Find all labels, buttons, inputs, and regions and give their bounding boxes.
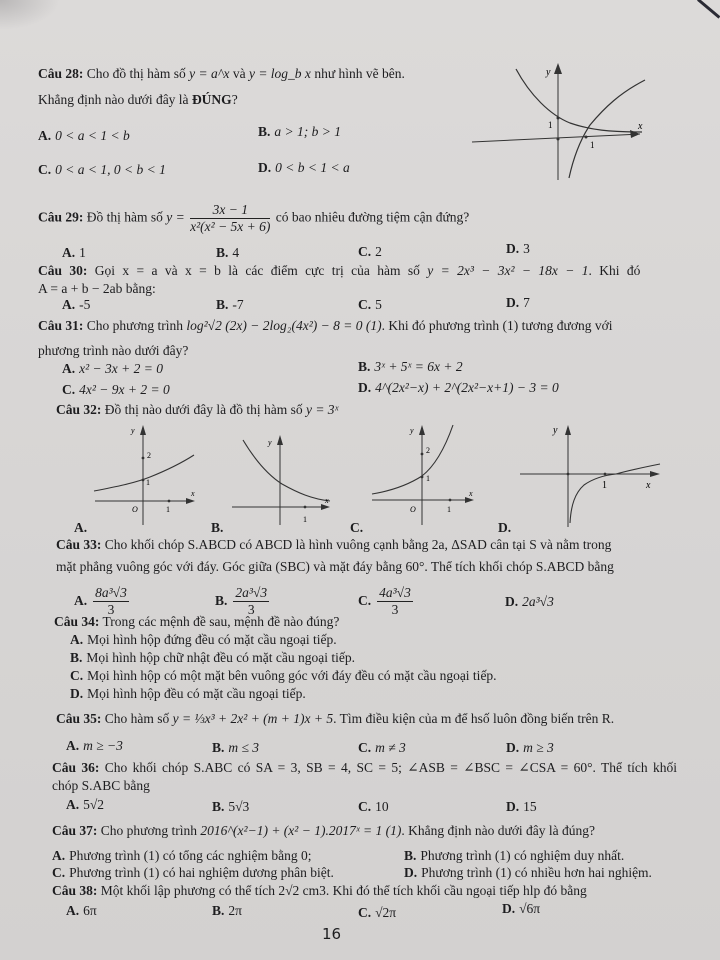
q30-text-2: . Khi đó — [588, 263, 641, 278]
denominator: 3 — [247, 602, 255, 617]
q31-line2: phương trình nào dưới đây? — [38, 343, 189, 358]
question-label: Câu 32: — [56, 402, 102, 417]
option-text: 0 < a < 1 < b — [55, 128, 130, 143]
q28-emphasis: ĐÚNG — [191, 92, 232, 107]
numerator: 3x − 1 — [190, 202, 270, 219]
q29-option-d: D. 3 — [506, 241, 530, 256]
y-label: y — [268, 438, 272, 447]
q36-option-b: B. 5√3 — [212, 799, 250, 814]
q31-option-a: A. x² − 3x + 2 = 0 — [62, 361, 163, 376]
q35-text: Cho hàm số — [104, 711, 170, 726]
q34-option-b: B. Mọi hình hộp chữ nhật đều có mặt cầu ngoại tiếp. — [70, 650, 356, 665]
q33-line1 — [56, 537, 611, 553]
q36-option-a: A. 5√2 — [66, 797, 105, 812]
q34-option-d: D. Mọi hình hộp đều có mặt cầu ngoại tiếp. — [70, 686, 306, 701]
question-label: Câu 38: — [52, 883, 98, 898]
q30-option-d: D. 7 — [506, 295, 530, 310]
q35-function: y = ⅓x³ + 2x² + (m + 1)x + 5 — [172, 711, 334, 726]
q28-option-a: A. 0 < a < 1 < b — [38, 128, 130, 143]
q28-and: và — [232, 66, 246, 81]
q30-option-c: C. 5 — [358, 297, 382, 312]
y-label: y — [131, 426, 135, 435]
option-text: x² − 3x + 2 = 0 — [79, 361, 163, 376]
q30-option-b: B. -7 — [216, 297, 244, 312]
question-label: Câu 28: — [38, 66, 84, 81]
q29-text-2: có bao nhiêu đường tiệm cận đứng? — [275, 209, 470, 225]
option-text: 0 < b < 1 < a — [275, 160, 350, 175]
option-text: 4 — [232, 245, 240, 260]
q37-text-2: . Khẳng định nào dưới đây là đúng? — [401, 823, 596, 838]
q30-text: Gọi x = a và x = b là các điểm cực trị của hàm số — [94, 263, 420, 278]
q37-option-c: C. Phương trình (1) có hai nghiệm dương phân biệt. — [52, 865, 334, 880]
q38-option-c: C. √2π — [358, 905, 397, 920]
option-text: -5 — [79, 297, 91, 312]
q29-stem: Câu 29: Đồ thị hàm số y = $\frac{3x - 1}{\text{x²(x² − 5x + 6)}}$ có bao nhiêu đường tiệm cận đứng? — [38, 202, 470, 234]
q37-option-a: A. Phương trình (1) có tổng các nghiệm bằng 0; — [52, 848, 312, 863]
option-text: 0 < a < 1, 0 < b < 1 — [55, 162, 166, 177]
q30-stem — [38, 263, 640, 279]
q35-option-b: B. m ≤ 3 — [212, 740, 260, 755]
x-tick-label: 1 — [590, 140, 595, 150]
q38-stem — [52, 883, 587, 899]
option-text: m ≥ −3 — [83, 738, 123, 753]
q33-option-b: B. $\frac{\text{2a³√3}}{3}$ — [215, 585, 268, 617]
question-label: Câu 31: — [38, 318, 84, 333]
x-label: x — [191, 489, 195, 498]
q34-text: Trong các mệnh đề sau, mệnh đề nào đúng? — [102, 614, 340, 629]
q28-stem — [38, 66, 405, 82]
x-tick-label: 1 — [303, 515, 307, 524]
option-text: Mọi hình hộp có một mặt bên vuông góc với đáy đều có mặt cầu ngoại tiếp. — [87, 668, 497, 683]
q31-stem — [38, 318, 612, 334]
option-text: m ≠ 3 — [375, 740, 406, 755]
graph-c — [372, 425, 474, 525]
option-text: 4^(2x²−x) + 2^(2x²−x+1) − 3 = 0 — [375, 380, 559, 395]
denominator: x²(x² − 5x + 6) — [190, 219, 271, 234]
option-text: Phương trình (1) có hai nghiệm dương phân biệt. — [69, 865, 334, 880]
numerator: 8a³√3 — [95, 585, 127, 600]
q35-option-d: D. m ≥ 3 — [506, 740, 554, 755]
x-tick-label: 1 — [602, 480, 607, 491]
question-label: Câu 37: — [52, 823, 98, 838]
option-text: Mọi hình hộp đều có mặt cầu ngoại tiếp. — [87, 686, 306, 701]
q31-option-c: C. 4x² − 9x + 2 = 0 — [62, 382, 170, 397]
q29-fraction — [190, 202, 270, 235]
option-text: 4x² − 9x + 2 = 0 — [79, 382, 170, 397]
q37-equation: 2016^(x²−1) + (x² − 1).2017ˣ = 1 (1) — [200, 823, 402, 838]
q29-option-b: B. 4 — [216, 245, 240, 260]
option-text: a > 1; b > 1 — [274, 124, 341, 139]
q31-option-d: D. 4^(2x²−x) + 2^(2x²−x+1) − 3 = 0 — [358, 380, 559, 395]
option-text: 2 — [375, 244, 382, 259]
q36-line1 — [52, 760, 677, 776]
q31-equation: log²√2 (2x) − 2log₂(4x²) − 8 = 0 (1) — [186, 318, 382, 333]
q38-option-b: B. 2π — [212, 903, 242, 918]
q29-text: Đồ thị hàm số — [86, 209, 163, 225]
q37-option-b: B. Phương trình (1) có nghiệm duy nhất. — [404, 848, 625, 863]
q34-option-c: C. Mọi hình hộp có một mặt bên vuông góc với đáy đều có mặt cầu ngoại tiếp. — [70, 668, 497, 683]
numerator: 2a³√3 — [235, 585, 268, 600]
origin-label: O — [410, 505, 416, 514]
origin-label: O — [132, 505, 138, 514]
q32-option-d: D. — [498, 520, 512, 535]
q30-option-a: A. -5 — [62, 297, 91, 312]
q33-line2: mặt phẳng vuông góc với đáy. Góc giữa (SBC) và mặt đáy bằng 60°. Thể tích khối chóp S.ABCD bằng — [56, 559, 614, 574]
option-text: -7 — [232, 297, 244, 312]
option-text: √6π — [519, 901, 541, 916]
q28-qmark: ? — [231, 92, 238, 107]
y-tick-label: 2 — [147, 451, 151, 460]
q35-text-2: . Tìm điều kiện của m để hsố luôn đồng biến trên R. — [333, 711, 615, 726]
option-text: 6π — [83, 903, 97, 918]
y-tick-label: 1 — [548, 120, 553, 130]
q28-line2 — [38, 92, 238, 108]
q38-text: Một khối lập phương có thể tích 2√2 cm3. Khi đó thể tích khối cầu ngoại tiếp hlp đó bằng — [100, 883, 587, 898]
x-axis-label: x — [638, 121, 643, 132]
q28-option-b: B. a > 1; b > 1 — [258, 124, 341, 139]
y-label: y — [553, 425, 558, 436]
question-label: Câu 34: — [54, 614, 100, 629]
q28-graph — [470, 55, 710, 195]
q36-option-c: C. 10 — [358, 799, 389, 814]
option-text: 5√2 — [83, 797, 105, 812]
q28-option-c: C. 0 < a < 1, 0 < b < 1 — [38, 162, 166, 177]
q28-line2-text: Khẳng định nào dưới đây là — [38, 92, 189, 107]
option-text: 10 — [375, 799, 389, 814]
y-axis-label: y — [546, 67, 551, 78]
x-label: x — [469, 489, 473, 498]
q28-text-2: như hình vẽ bên. — [314, 66, 405, 81]
q34-stem — [54, 614, 339, 630]
q38-option-a: A. 6π — [66, 903, 97, 918]
y-tick-label: 2 — [426, 446, 430, 455]
q37-option-d: D. Phương trình (1) có nhiều hơn hai nghiệm. — [404, 865, 652, 880]
q33-option-a: A. $\frac{\text{8a³√3}}{3}$ — [74, 585, 127, 617]
question-label: Câu 29: — [38, 209, 84, 225]
denominator: 3 — [107, 602, 115, 617]
x-tick-label: 1 — [166, 505, 170, 514]
option-text: 2π — [228, 903, 242, 918]
x-label: x — [646, 480, 651, 491]
x-tick-label: 1 — [447, 505, 451, 514]
q31-text: Cho phương trình — [86, 318, 183, 333]
q34-option-a: A. Mọi hình hộp đứng đều có mặt cầu ngoại tiếp. — [70, 632, 337, 647]
page-number: 16 — [322, 925, 342, 943]
graph-b — [232, 435, 330, 525]
question-label: Câu 33: — [56, 537, 102, 552]
numerator: 4a³√3 — [379, 585, 411, 600]
q37-text: Cho phương trình — [100, 823, 197, 838]
option-text: √2π — [375, 905, 397, 920]
q28-function-1: y = a^x — [189, 66, 230, 81]
q32-option-a: A. — [74, 520, 88, 535]
q33-option-d: D. 2a³√3 — [505, 594, 554, 609]
q36-text: Cho khối chóp S.ABC có SA = 3, SB = 4, SC = 5; ∠ASB = ∠BSC = ∠CSA = 60°. Thể tích khối — [104, 760, 677, 775]
q33-option-c: C. $\frac{\text{4a³√3}}{3}$ — [358, 585, 411, 617]
q28-text: Cho đồ thị hàm số — [86, 66, 186, 81]
option-text: 5 — [375, 297, 382, 312]
graph-d — [520, 425, 660, 527]
q31-option-b: B. 3ˣ + 5ˣ = 6x + 2 — [358, 359, 463, 374]
y-tick-label: 1 — [426, 474, 430, 483]
option-text: 5√3 — [228, 799, 250, 814]
q30-function: y = 2x³ − 3x² − 18x − 1 — [427, 263, 589, 278]
option-text: Mọi hình hộp chữ nhật đều có mặt cầu ngoại tiếp. — [86, 650, 356, 665]
q32-function: y = 3ˣ — [305, 402, 339, 417]
option-text: 3 — [523, 241, 530, 256]
q36-line2: chóp S.ABC bằng — [52, 778, 150, 793]
y-label: y — [410, 426, 414, 435]
option-text: 7 — [523, 295, 530, 310]
q28-option-d: D. 0 < b < 1 < a — [258, 160, 350, 175]
x-label: x — [325, 496, 329, 505]
q32-text: Đồ thị nào dưới đây là đồ thị hàm số — [104, 402, 303, 417]
q38-option-d: D. √6π — [502, 901, 541, 916]
q35-option-c: C. m ≠ 3 — [358, 740, 406, 755]
q30-line2: A = a + b − 2ab bằng: — [38, 281, 156, 296]
q32-option-c: C. — [350, 520, 364, 535]
question-label: Câu 36: — [52, 760, 100, 775]
q29-option-c: C. 2 — [358, 244, 382, 259]
option-text: Phương trình (1) có tổng các nghiệm bằng 0; — [69, 848, 312, 863]
question-label: Câu 35: — [56, 711, 102, 726]
q32-option-b: B. — [211, 520, 224, 535]
option-text: 2a³√3 — [522, 594, 554, 609]
q33-text: Cho khối chóp S.ABCD có ABCD là hình vuông cạnh bằng 2a, ΔSAD cân tại S và nằm trong — [104, 537, 612, 552]
option-text: m ≥ 3 — [523, 740, 554, 755]
option-text: Phương trình (1) có nghiệm duy nhất. — [420, 848, 625, 863]
y-tick-label: 1 — [146, 478, 150, 487]
graph-a — [94, 425, 195, 525]
q36-option-d: D. 15 — [506, 799, 537, 814]
q28-function-2: y = log_b x — [248, 66, 311, 81]
pen-edge — [697, 0, 720, 19]
option-text: 3ˣ + 5ˣ = 6x + 2 — [374, 359, 463, 374]
q29-option-a: A. 1 — [62, 245, 86, 260]
page-shadow — [0, 0, 60, 30]
q35-stem — [56, 711, 614, 727]
option-text: 1 — [79, 245, 86, 260]
question-label: Câu 30: — [38, 263, 88, 278]
q35-option-a: A. m ≥ −3 — [66, 738, 123, 753]
option-text: m ≤ 3 — [228, 740, 260, 755]
q32-graphs — [60, 415, 700, 535]
q31-text-2: . Khi đó phương trình (1) tương đương với — [381, 318, 613, 333]
denominator: 3 — [391, 602, 399, 617]
q37-stem — [52, 823, 595, 839]
option-text: 15 — [523, 799, 537, 814]
option-text: Mọi hình hộp đứng đều có mặt cầu ngoại tiếp. — [87, 632, 337, 647]
option-text: Phương trình (1) có nhiều hơn hai nghiệm. — [421, 865, 652, 880]
